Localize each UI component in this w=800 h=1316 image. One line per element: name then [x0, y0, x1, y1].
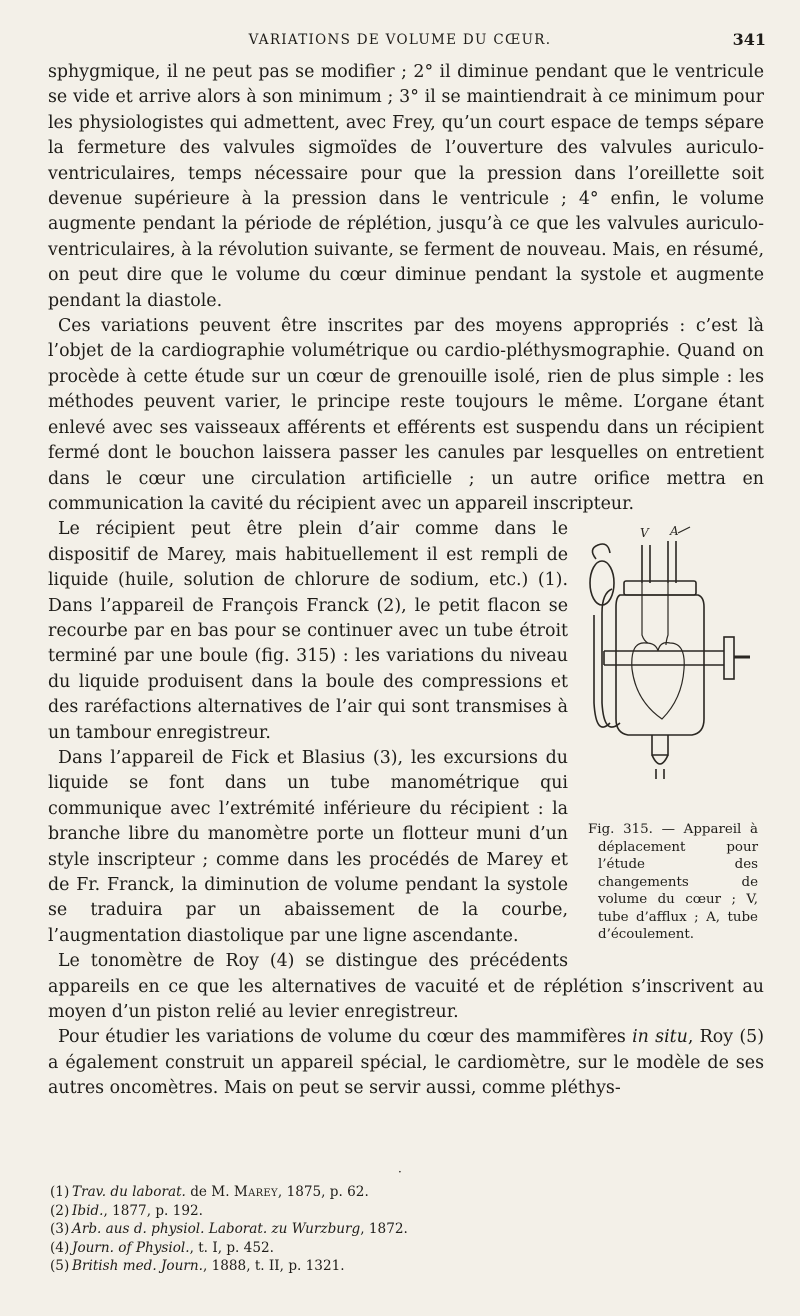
running-head-title: VARIATIONS DE VOLUME DU CŒUR. — [248, 32, 552, 48]
figure-315 — [582, 523, 764, 963]
paragraph-6 — [48, 1025, 764, 1101]
footnote-5: (5) British med. Journ., 1888, t. II, p. 1321. — [50, 1258, 345, 1275]
figure-caption — [588, 821, 758, 944]
label-a: A — [670, 524, 679, 539]
outlet-tube — [652, 735, 668, 755]
page-number: 341 — [732, 30, 766, 49]
paragraph-1: sphygmique, il ne peut pas se modifier ; 2° il diminue pendant que le ventricule se vide et arrive alors à son minimum ; 3° il se maintiendrait à ce minimum pour les physiologistes qui admettent, avec Frey, qu’un court espace de temps sépare la fermeture des valvules sigmoïdes de l’ouverture des valvules auriculo-ventriculaires, temps nécessaire pour que la pression dans l’oreillette soit devenue supérieure à la pression dans le ventricule ; 4° enfin, le volume augmente pendant la période de réplétion, jusqu’à ce que les valvules auriculo-ventriculaires, à la révolution suivante, se ferment de nouveau. Mais, en résumé, on peut dire que le volume du cœur diminue pendant la systole et augmente pendant la diastole. — [48, 62, 765, 311]
footnote-1: (1) Trav. du laborat. de M. Marey, 1875, p. 62. — [50, 1184, 369, 1200]
label-v: V — [640, 526, 649, 541]
clamp — [604, 651, 724, 665]
tube-v — [642, 545, 650, 583]
footnote-4: (4) Journ. of Physiol., t. I, p. 452. — [50, 1239, 274, 1256]
body-text — [48, 60, 764, 1102]
paragraph-3: Le récipient peut être plein d’air comme dans le dispositif de Marey, mais habituellement il est rempli de liquide (huile, solution de chlorure de sodium, etc.) (1). Dans l’appareil de François Franck (2), le petit flacon se recourbe par en bas pour se continuer avec un tube étroit terminé par une boule (fig. 315) : les variations du niveau du liquide produisent dans la boule des compressions et des raréfactions alternatives de l’air qui sont transmises à un tambour enregistreur. — [48, 519, 568, 743]
paragraph-6-part-1: Pour étudier les variations de volume du cœur des mammifères — [58, 1027, 633, 1048]
paragraph-5: Le tonomètre de Roy (4) se distingue des précédents appareils en ce que les alternatives de vacuité et de réplétion s’inscrivent au moyen d’un piston relié au levier enregistreur. — [48, 951, 764, 1023]
figure-caption-text: Fig. 315. — Appareil à déplacement pour l’étude des changements de volume du cœur ; V, tube d’afflux ; A, tube d’écoulement. — [588, 822, 758, 943]
running-head — [0, 28, 800, 54]
stopper — [624, 581, 696, 595]
tube-a — [668, 541, 676, 583]
paragraph-4: Dans l’appareil de Fick et Blasius (3), les excursions du liquide se font dans un tube manométrique qui communique avec l’extrémité inférieure du récipient : la branche libre du manomètre porte un flotteur muni d’un style inscripteur ; comme dans les procédés de Marey et de Fr. Franck, la diminution de volume pendant la systole se traduira par un abaissement de la courbe, l’augmentation diastolique par une ligne ascendante. — [48, 747, 568, 946]
paragraph-2: Ces variations peuvent être inscrites par des moyens appropriés : c’est là l’objet de la cardiographie volumétrique ou cardio-pléthysmographie. Quand on procède à cette étude sur un cœur de grenouille isolé, rien de plus simple : les méthodes peuvent varier, le principe reste toujours le même. L’organe étant enlevé avec ses vaisseaux afférents et efférents est suspendu dans un récipient fermé dont le bouchon laissera passer les canules par lesquelles on entretient dans le cœur une circulation artificielle ; un autre orifice mettra en communication la cavité du récipient avec un appareil inscripteur. — [48, 316, 764, 514]
arrow-a — [678, 527, 690, 533]
footnotes — [50, 1183, 750, 1276]
footnote-3: (3) Arb. aus d. physiol. Laborat. zu Wurzburg, 1872. — [50, 1221, 408, 1238]
heart — [632, 643, 684, 719]
footnote-2: (2) Ibid., 1877, p. 192. — [50, 1202, 203, 1219]
paragraph-6-part-2: , Roy (5) a également construit un appareil spécial, le cardiomètre, sur le modèle de ses autres oncomètres. Mais on peut se servir aussi, comme pléthys- — [48, 1027, 764, 1099]
separator-dot: · — [398, 1165, 402, 1179]
paragraph-6-italic: in situ — [632, 1027, 688, 1048]
bulb — [590, 561, 614, 605]
apparatus-drawing — [586, 523, 760, 823]
